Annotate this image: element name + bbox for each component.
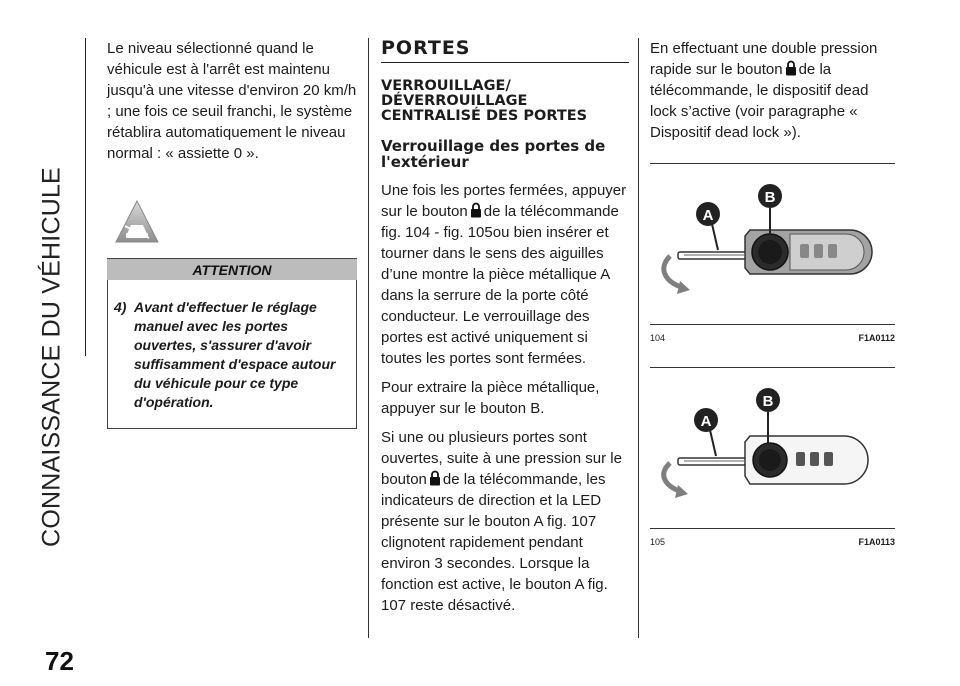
- figure-code: F1A0113: [858, 537, 895, 547]
- padlock-icon: [429, 470, 441, 486]
- figure-104-caption: [650, 324, 895, 349]
- section-side-title-text: CONNAISSANCE DU VÉHICULE: [37, 167, 66, 547]
- side-divider: [85, 38, 86, 356]
- attention-item-text: Avant d'effectuer le réglage manuel avec les portes ouvertes, s'assurer d'avoir suffisamment d'espace autour du véhicule pour ce type d'opération.: [134, 299, 336, 410]
- paragraph-dead-lock: [650, 38, 895, 143]
- column-left: [107, 38, 357, 429]
- paragraph-locking-part2: de la télécommande fig. 104 - fig. 105ou bien insérer et tourner dans le sens des aiguilles d’une montre la pièce métallique A dans la serrure de la porte côté conducteur. Le verrouillage des portes est activé uniquement si toutes les portes sont fermées.: [381, 203, 619, 367]
- subsubsection-heading: Verrouillage des portes de l'extérieur: [381, 137, 606, 171]
- padlock-icon: [785, 60, 797, 76]
- figure-code: F1A0112: [858, 333, 895, 343]
- paragraph-doors-open: [381, 427, 629, 616]
- column-middle: [381, 36, 629, 624]
- column-divider-1: [368, 38, 369, 638]
- label-a: A: [700, 413, 712, 430]
- figure-105-caption: [650, 528, 895, 553]
- paragraph-dead-lock-part2: de la télécommande, le dispositif dead lock s’active (voir paragraphe « Dispositif dead lock »).: [650, 61, 869, 141]
- key-fob-illustration: [650, 164, 895, 324]
- attention-item-number: 4): [114, 299, 127, 315]
- key-fob-illustration: [650, 368, 895, 528]
- paragraph-locking-part1: Une fois les portes fermées, appuyer sur le bouton: [381, 182, 627, 220]
- column-right: [650, 38, 895, 553]
- attention-item: [114, 298, 346, 412]
- attention-box: [107, 280, 357, 429]
- label-b: B: [764, 189, 776, 206]
- headlamp-level-warning-icon: [113, 198, 161, 246]
- padlock-icon: [470, 202, 482, 218]
- paragraph-locking: [381, 180, 629, 369]
- figure-number: 105: [650, 537, 666, 547]
- paragraph-doors-open-part1: Si une ou plusieurs portes sont ouvertes, suite à une pression sur le bouton: [381, 429, 622, 488]
- page-number: 72: [45, 646, 74, 676]
- section-heading: PORTES: [381, 36, 629, 63]
- figure-104: [650, 163, 895, 349]
- figure-number: 104: [650, 333, 666, 343]
- label-b: B: [762, 393, 774, 410]
- paragraph-extract-key: Pour extraire la pièce métallique, appuyer sur le bouton B.: [381, 379, 600, 417]
- column-divider-2: [638, 38, 639, 638]
- figure-105: [650, 367, 895, 553]
- paragraph-dead-lock-part1: En effectuant une double pression rapide sur le bouton: [650, 40, 878, 78]
- label-a: A: [702, 207, 714, 224]
- attention-bar: ATTENTION: [107, 258, 357, 280]
- paragraph-doors-open-part2: de la télécommande, les indicateurs de direction et la LED présente sur le bouton A fig. 107 clignotent rapidement pendant environ 3 secondes. Lorsque la fonction est active, le bouton A fig. 107 reste désactivé.: [381, 471, 608, 614]
- intro-paragraph: Le niveau sélectionné quand le véhicule est à l'arrêt est maintenu jusqu'à une vitesse d'environ 20 km/h ; une fois ce seuil franchi, le système rétablira automatiquement le niveau normal : « assiette 0 ».: [107, 40, 357, 162]
- subsection-heading: VERROUILLAGE/ DÉVERROUILLAGE CENTRALISÉ DES PORTES: [381, 78, 588, 124]
